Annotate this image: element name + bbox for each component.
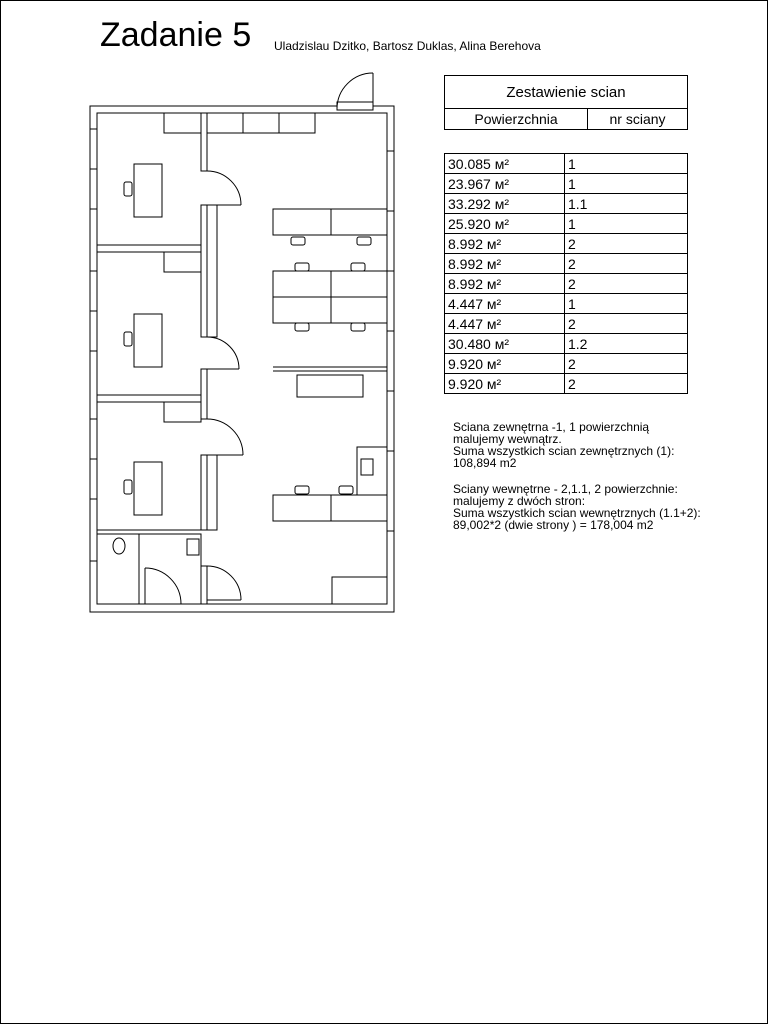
entrance-door [337,73,373,110]
table-caption: Zestawienie scian [445,76,688,109]
page-title: Zadanie 5 [100,16,252,54]
left-windows [90,129,97,561]
partition-wall [201,113,207,171]
outer-wall [90,106,394,612]
table-row [445,194,688,214]
area-cell: 8.992 м² [445,234,565,254]
area-cell: 8.992 м² [445,274,565,294]
table-row [445,334,688,354]
wall-cell: 2 [565,274,688,294]
table-row [445,354,688,374]
wall-cell: 1.1 [565,194,688,214]
area-cell: 30.085 м² [445,154,565,174]
table-row [445,174,688,194]
notes [453,421,753,545]
table-row [445,274,688,294]
wall-cell: 1.2 [565,334,688,354]
table-row [445,154,688,174]
table-row [445,254,688,274]
area-cell: 9.920 м² [445,354,565,374]
wall-cell: 2 [565,374,688,394]
note-internal: Sciany wewnętrne - 2,1.1, 2 powierzchnie: malujemy z dwóch stron: Suma wszystkich scian wewnętrznych (1.1+2): 89,002*2 (dwie strony ) = 178,004 m2 [453,482,701,532]
open-space-desks [273,209,387,521]
wall-cell: 2 [565,234,688,254]
wall-cell: 2 [565,254,688,274]
right-windows [387,151,394,531]
summary-table-header [444,75,688,130]
area-cell: 25.920 м² [445,214,565,234]
bathroom [113,534,201,604]
area-cell: 30.480 м² [445,334,565,354]
wall-cell: 2 [565,354,688,374]
office-desks [124,164,162,515]
wall-cell: 2 [565,314,688,334]
wall-cell: 1 [565,214,688,234]
summary-table [444,153,688,394]
table-row [445,314,688,334]
authors: Uladzislau Dzitko, Bartosz Duklas, Alina Berehova [274,39,541,53]
area-cell: 33.292 м² [445,194,565,214]
table-row [445,294,688,314]
kitchen-sink [357,447,387,495]
note-external: Sciana zewnętrna -1, 1 powierzchnią malujemy wewnątrz. Suma wszystkich scian zewnętrznych (1): 108,894 m2 [453,420,675,470]
office-dividers [97,245,387,534]
wall-cell: 1 [565,154,688,174]
area-cell: 9.920 м² [445,374,565,394]
table-row [445,374,688,394]
table-row [445,234,688,254]
area-cell: 4.447 м² [445,314,565,334]
area-cell: 8.992 м² [445,254,565,274]
wall-cell: 1 [565,174,688,194]
wall-cell: 1 [565,294,688,314]
table-row [445,214,688,234]
column-header-wall: nr sciany [588,109,688,130]
area-cell: 23.967 м² [445,174,565,194]
area-cell: 4.447 м² [445,294,565,314]
column-header-surface: Powierzchnia [445,109,588,130]
